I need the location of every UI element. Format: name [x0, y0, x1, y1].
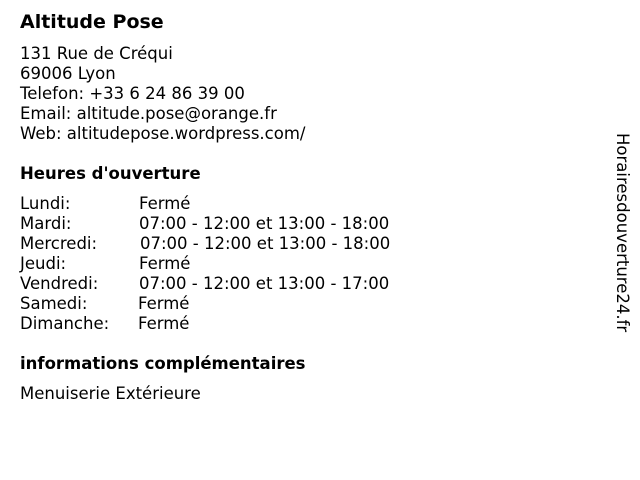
day-hours: Fermé [138, 294, 190, 313]
day-label: Samedi: [20, 294, 88, 313]
site-watermark: Horairesdouverture24.fr [613, 133, 632, 333]
day-label: Mardi: [20, 214, 72, 233]
contact-block [20, 44, 305, 144]
day-label: Dimanche: [20, 314, 110, 333]
day-label: Jeudi: [20, 254, 67, 273]
additional-info-heading: informations complémentaires [20, 354, 306, 373]
website-link[interactable]: Web: altitudepose.wordpress.com/ [20, 124, 306, 143]
day-hours: 07:00 - 12:00 et 13:00 - 17:00 [139, 274, 390, 293]
phone-number[interactable]: Telefon: +33 6 24 86 39 00 [20, 84, 245, 103]
address-street: 131 Rue de Créqui [20, 44, 173, 63]
address-city: 69006 Lyon [20, 64, 116, 83]
business-name: Altitude Pose [20, 11, 164, 33]
day-hours: Fermé [139, 194, 191, 213]
day-label: Lundi: [20, 194, 71, 213]
day-hours: 07:00 - 12:00 et 13:00 - 18:00 [139, 214, 390, 233]
business-category: Menuiserie Extérieure [20, 384, 201, 403]
day-hours: Fermé [138, 314, 190, 333]
email-address[interactable]: Email: altitude.pose@orange.fr [20, 104, 277, 123]
day-hours: Fermé [139, 254, 191, 273]
day-label: Vendredi: [20, 274, 99, 293]
day-label: Mercredi: [20, 234, 98, 253]
day-hours: 07:00 - 12:00 et 13:00 - 18:00 [140, 234, 391, 253]
opening-hours-heading: Heures d'ouverture [20, 164, 201, 183]
